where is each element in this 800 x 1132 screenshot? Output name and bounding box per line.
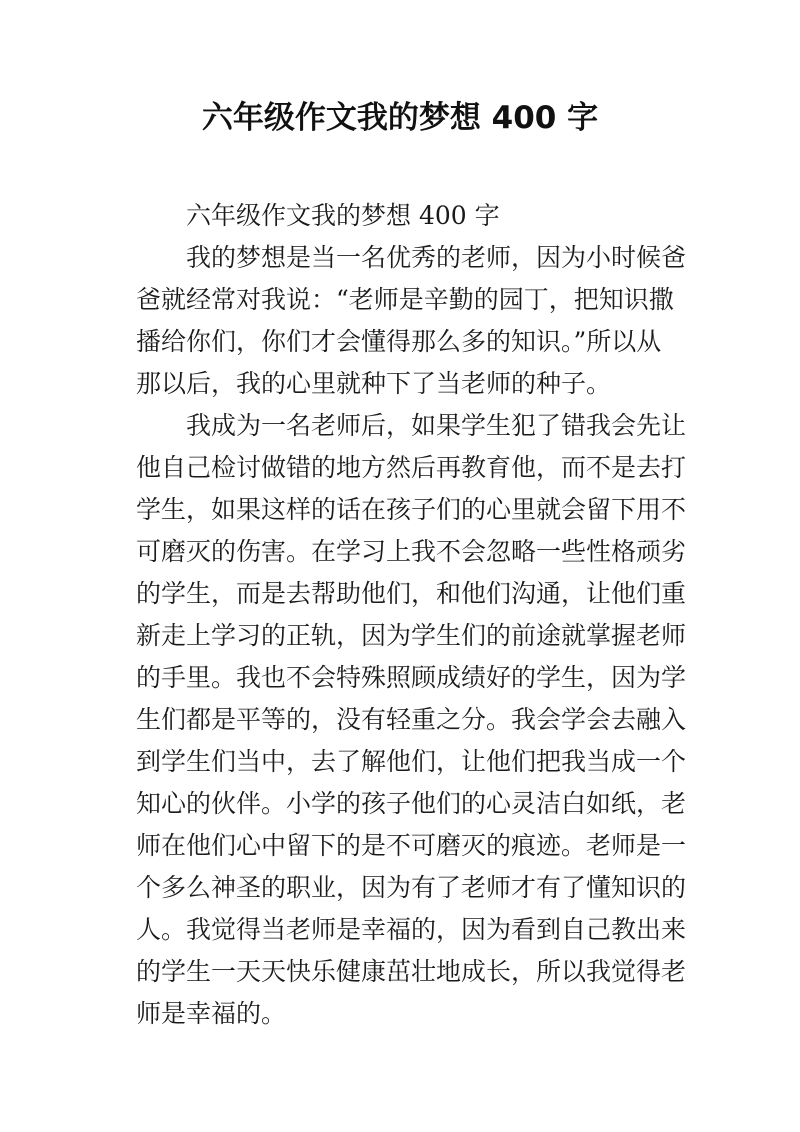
paragraph-1 [136, 237, 687, 405]
text-line: 可磨灭的伤害。在学习上我不会忽略一些性格顽劣 [136, 537, 687, 566]
text-line: 师在他们心中留下的是不可磨灭的痕迹。老师是一 [136, 831, 687, 860]
text-line: 到学生们当中，去了解他们，让他们把我当成一个 [136, 747, 687, 776]
text-line: 的学生，而是去帮助他们，和他们沟通，让他们重 [136, 579, 687, 608]
text-line: 生们都是平等的，没有轻重之分。我会学会去融入 [136, 705, 687, 734]
text-line: 个多么神圣的职业，因为有了老师才有了懂知识的 [136, 873, 687, 902]
document-body [136, 195, 687, 1035]
text-line: 那以后，我的心里就种下了当老师的种子。 [136, 369, 612, 398]
text-line: 播给你们，你们才会懂得那么多的知识。”所以从 [136, 327, 662, 356]
text-line: 爸就经常对我说：“老师是辛勤的园丁，把知识撒 [136, 285, 674, 314]
text-line: 的手里。我也不会特殊照顾成绩好的学生，因为学 [136, 663, 687, 692]
text-line: 人。我觉得当老师是幸福的，因为看到自己教出来 [136, 915, 687, 944]
document-title: 六年级作文我的梦想 400 字 [201, 100, 599, 136]
text-line: 学生，如果这样的话在孩子们的心里就会留下用不 [136, 495, 687, 524]
text-line: 我成为一名老师后，如果学生犯了错我会先让 [186, 411, 687, 440]
paragraph-2 [136, 405, 687, 1035]
text-line: 他自己检讨做错的地方然后再教育他，而不是去打 [136, 453, 687, 482]
text-line: 我的梦想是当一名优秀的老师，因为小时候爸 [186, 243, 687, 272]
document-subtitle: 六年级作文我的梦想 400 字 [186, 201, 500, 230]
text-line: 知心的伙伴。小学的孩子他们的心灵洁白如纸，老 [136, 789, 687, 818]
text-line: 的学生一天天快乐健康茁壮地成长，所以我觉得老 [136, 957, 687, 986]
text-line: 师是幸福的。 [136, 999, 287, 1028]
text-line: 新走上学习的正轨，因为学生们的前途就掌握老师 [136, 621, 687, 650]
